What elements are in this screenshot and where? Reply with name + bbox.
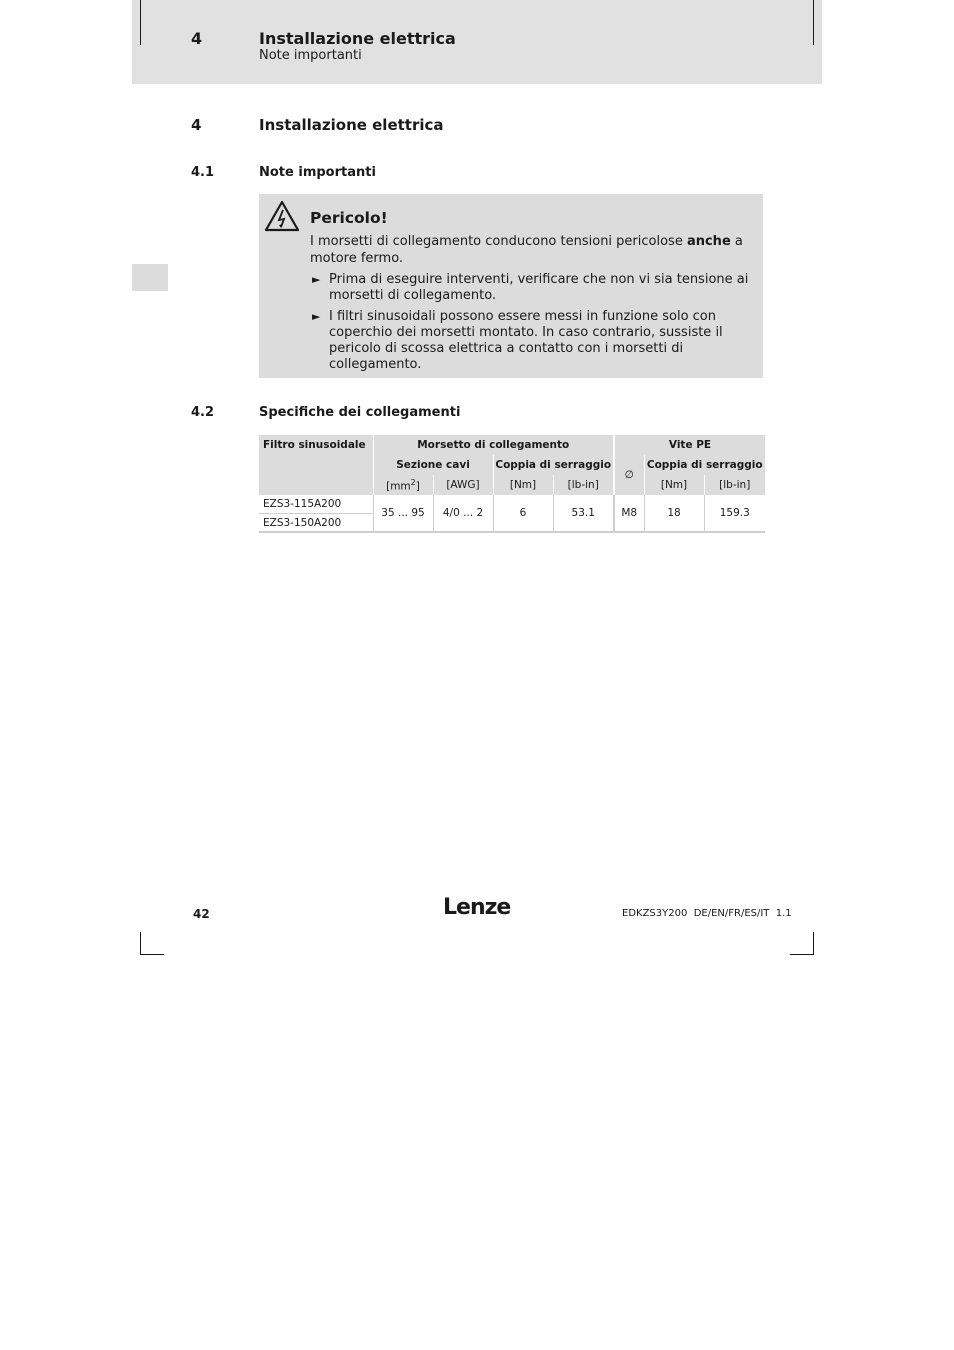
col-header-torque: Coppia di serraggio (493, 455, 614, 475)
header-band (132, 0, 822, 84)
subsection-title: Specifiche dei collegamenti (259, 405, 461, 420)
value-screw: M8 (614, 495, 644, 532)
bullet-arrow-icon: ► (312, 310, 321, 323)
page-number: 42 (193, 907, 210, 921)
bullet-2-line4: collegamento. (329, 357, 422, 372)
bullet-arrow-icon: ► (312, 273, 321, 286)
group-header-terminal: Morsetto di collegamento (373, 435, 614, 455)
crop-mark-bottom-left (140, 932, 141, 955)
bullet-2-line1: I filtri sinusoidali possono essere messi in funzione solo con (329, 309, 717, 324)
value-nm: 6 (493, 495, 553, 532)
unit-awg: [AWG] (433, 475, 493, 495)
bullet-2-line2: coperchio dei morsetti montato. In caso contrario, sussiste il (329, 325, 723, 340)
side-tab (132, 264, 168, 291)
value-mm2: 35 ... 95 (373, 495, 433, 532)
col-header-cable-section: Sezione cavi (373, 455, 493, 475)
crop-mark-bottom-right (813, 932, 814, 955)
col-header-filter: Filtro sinusoidale (259, 435, 373, 495)
section-number: 4 (191, 116, 202, 134)
header-chapter-title: Installazione elettrica (259, 29, 456, 48)
crop-mark-bottom-left (140, 954, 164, 955)
value-pe-lbin: 159.3 (704, 495, 765, 532)
unit-lbin: [lb-in] (553, 475, 614, 495)
crop-mark-bottom-right (790, 954, 814, 955)
col-header-pe-torque: Coppia di serraggio (644, 455, 765, 475)
unit-mm2-exponent: 2 (410, 477, 416, 487)
crop-mark-top-left (140, 0, 141, 45)
bullet-2-line3: pericolo di scossa elettrica a contatto con i morsetti di (329, 341, 684, 356)
subsection-title: Note importanti (259, 165, 376, 180)
col-header-diameter: ∅ (614, 455, 644, 495)
unit-pe-nm: [Nm] (644, 475, 704, 495)
danger-text (310, 234, 743, 250)
danger-text-end: a (730, 234, 743, 249)
crop-mark-top-right (813, 0, 814, 45)
connection-spec-table (259, 435, 765, 533)
subsection-number: 4.2 (191, 405, 215, 420)
bullet-1-line2: morsetti di collegamento. (329, 288, 497, 303)
document-code: EDKZS3Y200 DE/EN/FR/ES/IT 1.1 (622, 908, 792, 919)
value-awg: 4/0 ... 2 (433, 495, 493, 532)
lenze-logo: Lenze (443, 895, 511, 920)
danger-title: Pericolo! (310, 209, 388, 227)
group-header-pe-screw: Vite PE (614, 435, 765, 455)
high-voltage-warning-icon (264, 200, 300, 232)
danger-text-line2: motore fermo. (310, 251, 404, 266)
unit-mm2-base: [mm (386, 480, 411, 493)
section-title: Installazione elettrica (259, 116, 444, 134)
table-row-label: EZS3-150A200 (259, 514, 373, 533)
unit-mm2 (373, 475, 433, 495)
unit-mm2-close: ] (415, 480, 420, 493)
unit-nm: [Nm] (493, 475, 553, 495)
header-chapter-number: 4 (191, 29, 203, 48)
table-row-label: EZS3-115A200 (259, 495, 373, 514)
unit-pe-lbin: [lb-in] (704, 475, 765, 495)
header-subtitle: Note importanti (259, 48, 362, 63)
subsection-number: 4.1 (191, 165, 215, 180)
value-lbin: 53.1 (553, 495, 614, 532)
value-pe-nm: 18 (644, 495, 704, 532)
bullet-1-line1: Prima di eseguire interventi, verificare che non vi sia tensione ai (329, 272, 749, 287)
danger-text-start: I morsetti di collegamento conducono tensioni pericolose (310, 234, 687, 249)
danger-text-emphasis: anche (686, 234, 731, 249)
